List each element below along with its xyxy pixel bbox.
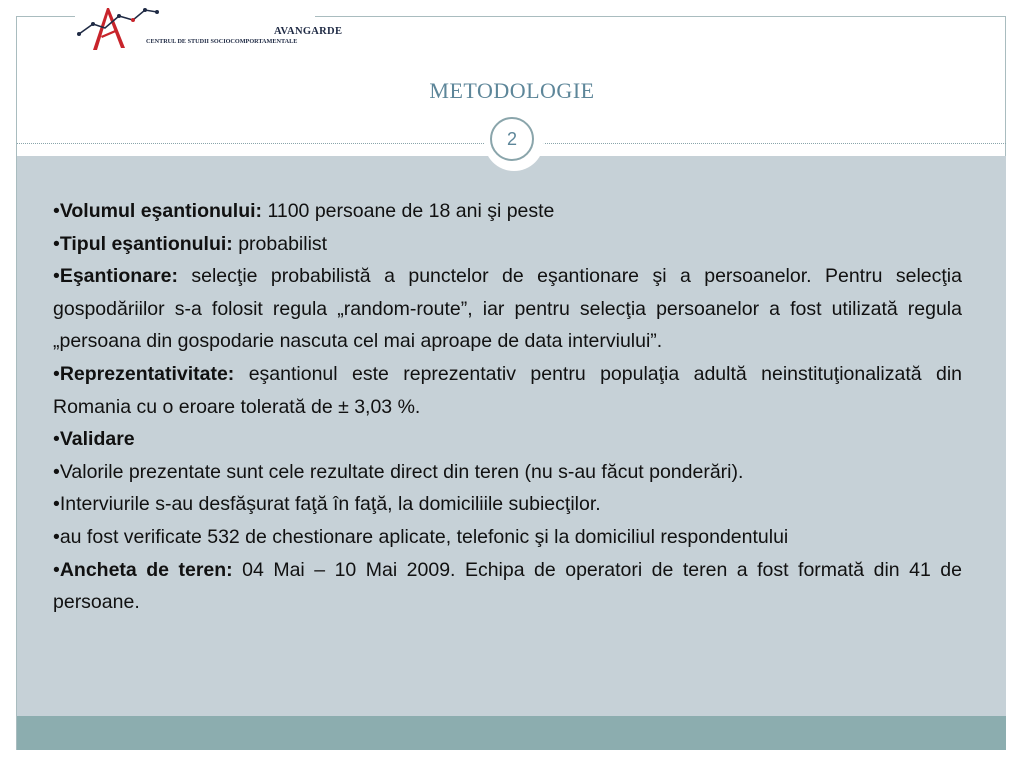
bullet-text: Valorile prezentate sunt cele rezultate direct din teren (nu s-au făcut ponderări). xyxy=(59,460,744,483)
bullet-label: Reprezentativitate: xyxy=(59,362,235,385)
bullet-item xyxy=(53,488,962,521)
bullet-item xyxy=(53,554,962,619)
page-number: 2 xyxy=(490,117,534,161)
logo-name: AVANGARDE xyxy=(274,26,343,37)
bullet-text: selecţie probabilistă a punctelor de eşantionare şi a persoanelor. Pentru selecţia gospodăriilor s-a folosit regula „random-route”, iar pentru selecţia persoanelor a fost utilizată regula „persoana din gospodarie nascuta cel mai aproape de data interviului”. xyxy=(53,265,962,353)
bullet-marker: • xyxy=(53,525,60,548)
bullet-item xyxy=(53,358,962,423)
bullet-marker: • xyxy=(53,558,60,581)
bullet-label: Tipul eşantionului: xyxy=(59,232,233,255)
bullet-marker: • xyxy=(53,428,60,451)
logo-subtitle: CENTRUL DE STUDII SOCIOCOMPORTAMENTALE xyxy=(146,38,298,45)
bullet-label: Volumul eşantionului: xyxy=(59,200,263,222)
bullet-label: Validare xyxy=(59,428,135,451)
bullet-text: Interviurile s-au desfăşurat faţă în faţă, la domiciliile subiecţilor. xyxy=(59,493,601,516)
bullet-label: Ancheta de teren: xyxy=(59,558,233,581)
bullet-marker: • xyxy=(53,460,60,483)
footer-bar xyxy=(17,716,1006,750)
bullet-text: 04 Mai – 10 Mai 2009. Echipa de operatori de teren a fost formată din 41 de persoane. xyxy=(53,558,962,614)
bullet-item xyxy=(53,423,962,456)
bullet-marker: • xyxy=(53,362,60,385)
bullet-item xyxy=(53,521,962,554)
avangarde-logo xyxy=(75,0,343,52)
bullet-marker: • xyxy=(53,265,60,288)
bullet-item xyxy=(53,260,962,358)
slide-title: METODOLOGIE xyxy=(429,78,595,103)
bullet-text: eşantionul este reprezentativ pentru populaţia adultă neinstituţionalizată din Romania cu o eroare tolerată de ± 3,03 %. xyxy=(53,362,962,418)
bullet-text: au fost verificate 532 de chestionare aplicate, telefonic şi la domiciliul respondentului xyxy=(59,525,789,548)
bullet-list xyxy=(53,195,962,619)
bullet-item xyxy=(53,456,962,489)
bullet-item xyxy=(53,195,962,228)
bullet-marker: • xyxy=(53,232,60,255)
bullet-text: probabilist xyxy=(232,232,328,255)
bullet-label: Eşantionare: xyxy=(59,265,178,288)
bullet-text: 1100 persoane de 18 ani şi peste xyxy=(262,200,555,222)
bullet-marker: • xyxy=(53,200,60,222)
bullet-marker: • xyxy=(53,493,60,516)
bullet-item xyxy=(53,228,962,261)
